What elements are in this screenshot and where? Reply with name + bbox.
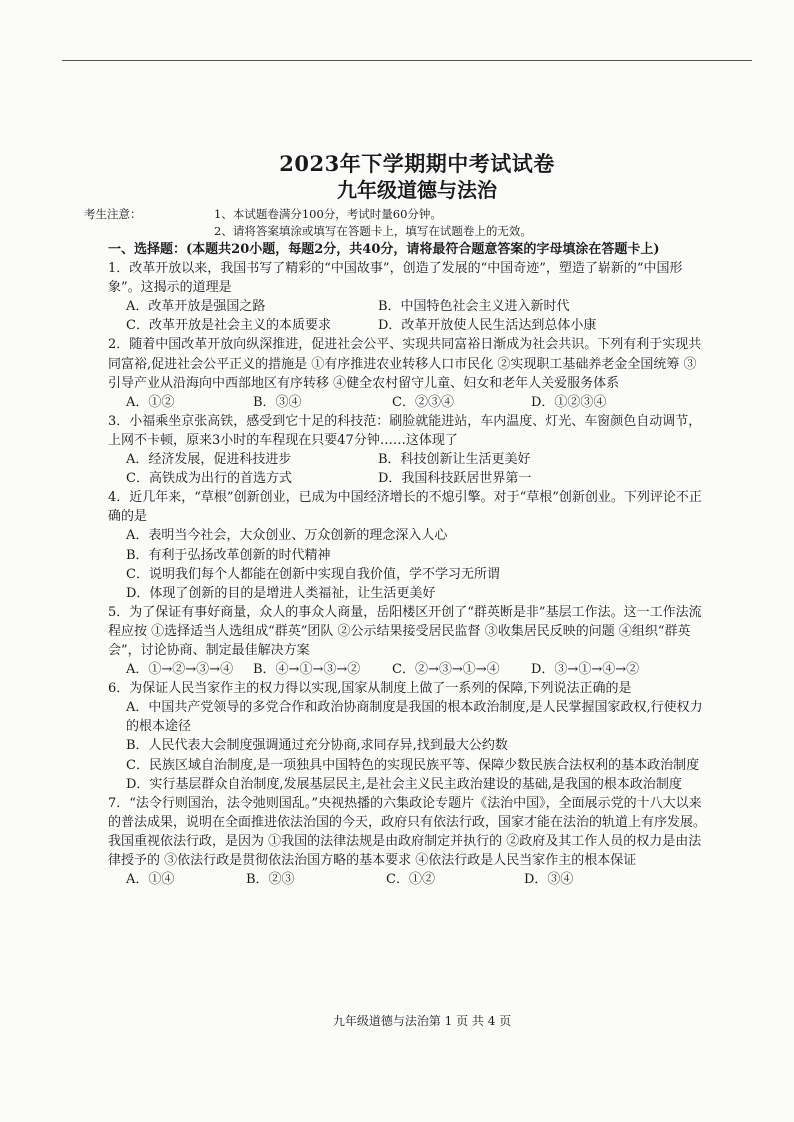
option-c: C．②③④ — [392, 394, 454, 410]
option-a: A．改革开放是强国之路 — [126, 299, 266, 315]
candidate-notice — [84, 206, 706, 240]
option-c: C．改革开放是社会主义的本质要求 — [126, 318, 331, 334]
option-b: B．有利于弘扬改革创新的时代精神 — [126, 547, 331, 563]
question-stem: 4．近几年来，“草根”创新创业，已成为中国经济增长的不熄引擎。对于“草根”创新创业。下列评论不正确的是 — [108, 490, 702, 525]
question-stem: 3．小福乘坐京张高铁，感受到它十足的科技范：刷脸就能进站，车内温度、灯光、车窗颜色自动调节，上网不卡顿，原来3小时的车程现在只要47分钟……这体现了 — [108, 413, 702, 448]
option-d: D．③→①→④→② — [531, 662, 640, 678]
option-b: B．人民代表大会制度强调通过充分协商,求同存异,找到最大公约数 — [126, 738, 508, 754]
top-rule — [62, 60, 752, 61]
option-b: B．中国特色社会主义进入新时代 — [378, 299, 570, 315]
exam-title: 2023年下学期期中考试试卷 — [279, 151, 555, 176]
option-d: D．体现了创新的目的是增进人类福祉，让生活更美好 — [126, 585, 436, 601]
option-a: A．①④ — [126, 872, 175, 888]
option-c: C．民族区域自治制度,是一项独具中国特色的实现民族平等、保障少数民族合法权利的基本政治制度 — [126, 757, 700, 773]
question-stem: 7．“法令行则国治，法令弛则国乱。”央视热播的六集政论专题片《法治中国》，全面展示党的十八大以来的普法成果，说明在全面推进依法治国的今天，政府只有依法行政，国家才能在法治的轨道上有序发展。我国重视依法行政，是因为 ①我国的法律法规是由政府制定并执行的 ②政府及其工作人员的权力是由法律授予的 ③依法行政是贯彻依法治国方略的基本要求 ④依法行政是人民当家作主的根本保证 — [108, 795, 707, 868]
question-stem: 6．为保证人民当家作主的权力得以实现,国家从制度上做了一系列的保障,下列说法正确的是 — [108, 681, 632, 697]
option-b: B．②③ — [246, 872, 295, 888]
page-number: 九年级道德与法治第 1 页 共 4 页 — [332, 1014, 512, 1028]
notice-line-2: 2、请将答案填涂或填写在答题卡上，填写在试题卷上的无效。 — [214, 224, 532, 238]
notice-line-1: 1、本试题卷满分100分，考试时量60分钟。 — [214, 207, 442, 221]
option-a: A．中国共产党领导的多党合作和政治协商制度是我国的根本政治制度,是人民掌握国家政权,行使权力的根本途径 — [126, 700, 703, 735]
question-5 — [108, 603, 706, 679]
option-d: D．③④ — [524, 872, 574, 888]
option-a: A．经济发展，促进科技进步 — [126, 452, 292, 468]
option-a: A．①→②→③→④ — [126, 662, 234, 678]
option-c: C．②→③→①→④ — [392, 662, 500, 678]
option-d: D．改革开放使人民生活达到总体小康 — [378, 318, 597, 334]
option-b: B．科技创新让生活更美好 — [378, 452, 531, 468]
notice-label: 考生注意： — [84, 207, 142, 221]
option-d: D．我国科技跃居世界第一 — [378, 471, 532, 487]
option-c: C．高铁成为出行的首选方式 — [126, 471, 292, 487]
question-stem: 2．随着中国改革开放向纵深推进，促进社会公平、实现共同富裕日渐成为社会共识。下列有利于实现共同富裕,促进社会公平正义的措施是 ①有序推进农业转移人口市民化 ②实现职工基础养老金全国统筹 ③引导产业从沿海向中西部地区有序转移 ④健全农村留守儿童、妇女和老年人关爱服务体系 — [108, 337, 702, 391]
option-a: A．表明当今社会，大众创业、万众创新的理念深入人心 — [126, 528, 448, 544]
question-6 — [108, 679, 706, 794]
question-stem: 1．改革开放以来，我国书写了精彩的“中国故事”，创造了发展的“中国奇迹”，塑造了崭新的“中国形象”。这揭示的道理是 — [108, 261, 683, 296]
option-a: A．①② — [126, 394, 175, 410]
question-1 — [108, 259, 706, 335]
option-d: D．实行基层群众自治制度,发展基层民主,是社会主义民主政治建设的基础,是我国的根本政治制度 — [126, 776, 682, 792]
question-7 — [108, 794, 706, 889]
exam-page — [84, 151, 707, 889]
question-stem: 5．为了保证有事好商量，众人的事众人商量，岳阳楼区开创了“群英断是非”基层工作法。这一工作法流程应按 ①选择适当人选组成“群英”团队 ②公示结果接受居民监督 ③收集居民反映的问题 ④组织“群英会”，讨论协商、制定最佳解决方案 — [108, 604, 702, 658]
question-3 — [108, 412, 706, 488]
exam-subtitle: 九年级道德与法治 — [337, 178, 497, 202]
option-b: B．④→①→③→② — [253, 662, 361, 678]
section-heading: 一、选择题：(本题共20小题，每题2分，共40分，请将最符合题意答案的字母填涂在答题卡上) — [108, 242, 660, 257]
question-2 — [108, 335, 706, 411]
option-d: D．①②③④ — [531, 394, 607, 410]
option-b: B．③④ — [253, 394, 302, 410]
page-footer — [0, 1012, 794, 1029]
question-4 — [108, 488, 706, 603]
option-c: C．说明我们每个人都能在创新中实现自我价值，学不学习无所谓 — [126, 566, 500, 582]
option-c: C．①② — [386, 872, 435, 888]
